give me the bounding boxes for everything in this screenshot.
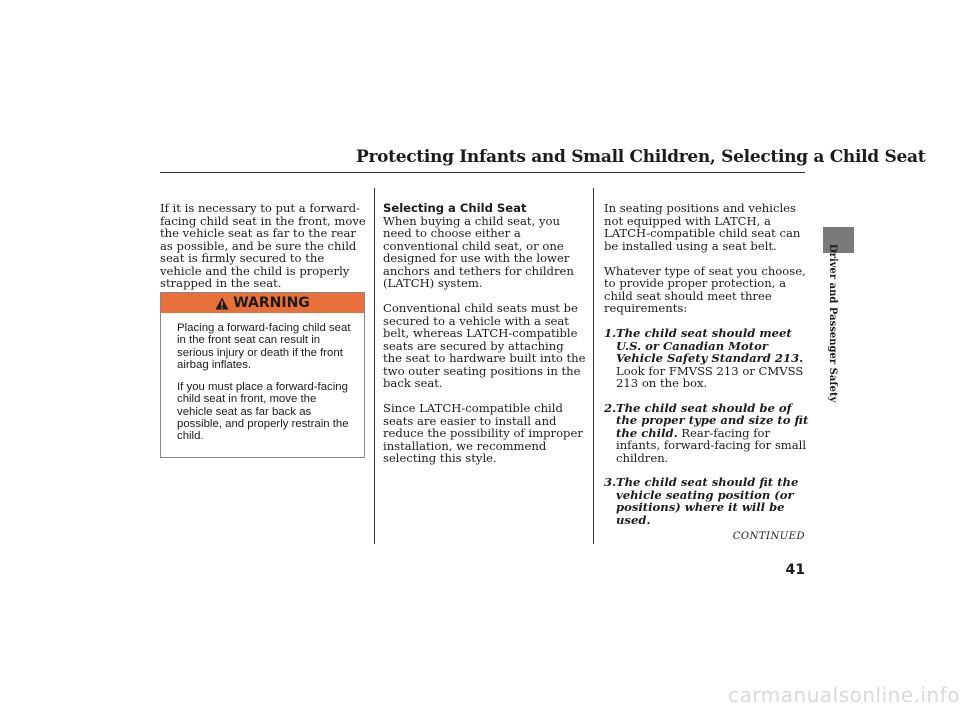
requirement-detail: Look for FMVSS 213 or CMVSS 213 on the box.: [616, 363, 804, 390]
requirement-number: 2.: [604, 400, 617, 415]
warning-box: [160, 292, 365, 458]
title-divider: [160, 172, 805, 173]
requirement-item: [604, 402, 809, 465]
section-label: Driver and Passenger Safety: [827, 244, 838, 403]
left-paragraph: If it is necessary to put a forward-facing child seat in the front, move the vehicle seat as far to the rear as possible, and be sure the child seat is firmly secured to the vehicle and the child is properly strapped in the seat.: [160, 201, 366, 290]
column-divider-right: [593, 188, 594, 544]
requirement-item: [604, 476, 809, 526]
warning-label: WARNING: [233, 295, 310, 311]
warning-paragraph: Placing a forward-facing child seat in the front seat can result in serious injury or death if the front airbag inflates.: [177, 322, 351, 371]
warning-paragraph: If you must place a forward-facing child seat in front, move the vehicle seat as far back as possible, and properly restrain the child.: [177, 381, 349, 443]
requirement-number: 3.: [604, 475, 617, 489]
middle-paragraph: Since LATCH-compatible child seats are easier to install and reduce the possibility of improper installation, we recommend selecting this style.: [383, 401, 583, 465]
continued-label: CONTINUED: [732, 531, 805, 542]
page-title: Protecting Infants and Small Children, Selecting a Child Seat: [356, 147, 926, 167]
requirement-number: 1.: [604, 326, 617, 340]
column-divider-left: [374, 188, 375, 544]
warning-body: [161, 313, 364, 443]
requirement-detail: Rear-facing for infants, forward-facing for small children.: [616, 425, 807, 465]
page-number: 41: [785, 562, 805, 578]
right-column: [604, 202, 809, 538]
middle-paragraph: Conventional child seats must be secured to a vehicle with a seat belt, whereas LATCH-compatible seats are secured by attaching the seat to hardware built into the two outer seating positions in the back seat.: [383, 301, 586, 390]
right-paragraph: In seating positions and vehicles not equipped with LATCH, a LATCH-compatible child seat can be installed using a seat belt.: [604, 201, 801, 253]
requirement-title: The child seat should meet U.S. or Canadian Motor Vehicle Safety Standard 213.: [616, 326, 804, 365]
right-paragraph: Whatever type of seat you choose, to provide proper protection, a child seat should meet three requirements:: [604, 263, 806, 315]
warning-banner: [161, 293, 364, 313]
requirement-item: [604, 327, 809, 390]
middle-column: [383, 202, 586, 477]
watermark: carmanualsonline.info: [728, 683, 960, 707]
middle-paragraph: When buying a child seat, you need to choose either a conventional child seat, or one designed for use with the lower anchors and tethers for children (LATCH) system.: [383, 213, 574, 290]
requirement-title: The child seat should fit the vehicle seating position (or positions) where it will be used.: [616, 475, 799, 527]
warning-triangle-icon: [215, 297, 229, 310]
left-column: [160, 202, 366, 302]
requirement-title: The child seat should be of the proper type and size to fit the child.: [616, 400, 809, 440]
section-heading: Selecting a Child Seat: [383, 201, 527, 215]
